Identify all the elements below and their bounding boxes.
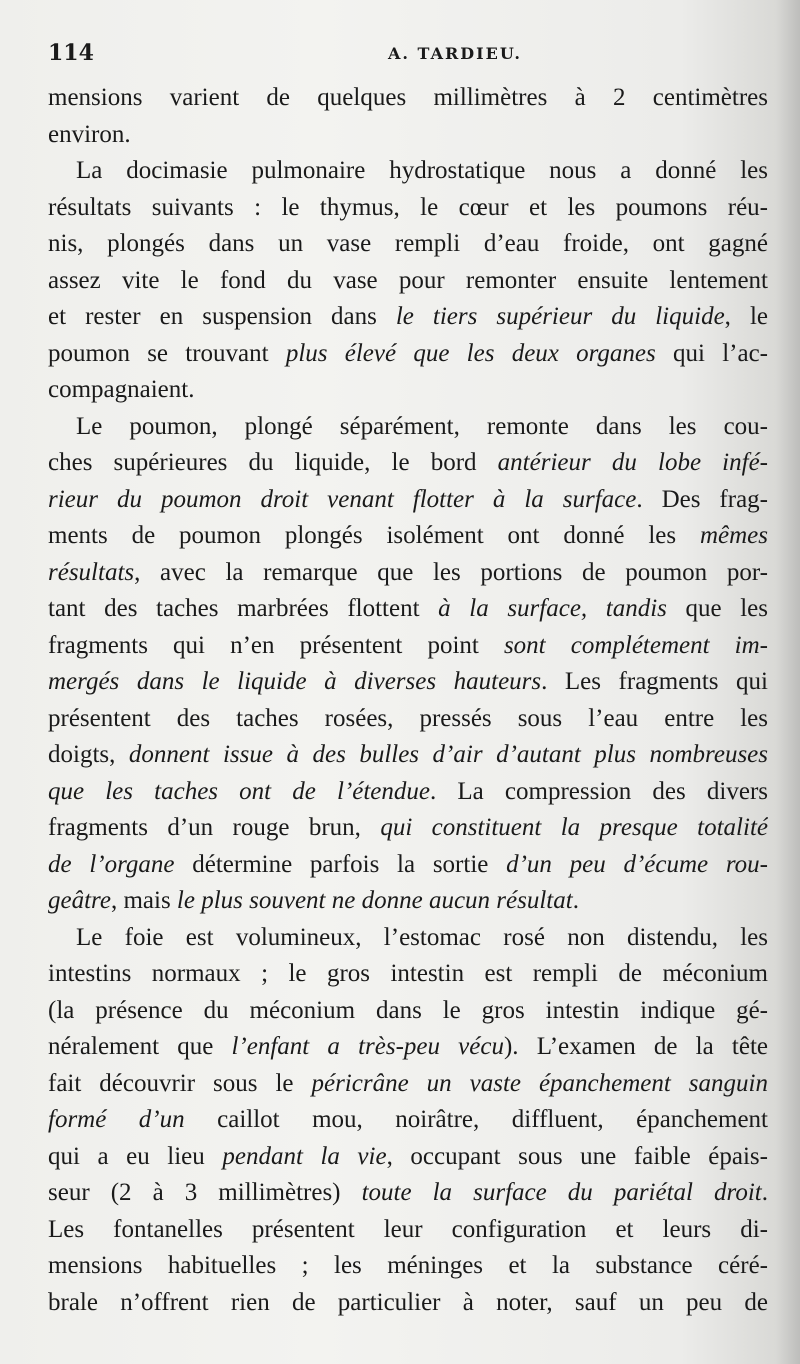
text-segment: Le poumon, plongé séparément, remonte dans les cou- (76, 412, 768, 440)
text-segment: intestins normaux ; le gros intestin est rempli de méconium (48, 960, 768, 987)
italic-text: pendant la vie (222, 1142, 387, 1170)
text-line (48, 372, 768, 409)
text-line (48, 847, 768, 884)
text-segment: . (761, 1179, 768, 1206)
text-line (48, 774, 768, 811)
text-line (48, 628, 768, 665)
text-segment: . (572, 887, 579, 914)
text-line (48, 920, 768, 957)
text-line (48, 1212, 768, 1249)
text-segment: résultats suivants : le thymus, le cœur et les poumons réu- (48, 193, 768, 221)
page-number: 114 (48, 40, 94, 66)
text-line (48, 226, 768, 263)
italic-text: formé d’un (48, 1106, 185, 1133)
body-text (48, 80, 768, 1321)
italic-text: mêmes (699, 522, 768, 549)
text-line (48, 956, 768, 993)
text-segment: , avec la remarque que les portions de poumon por- (134, 558, 768, 586)
text-segment: fragments d’un rouge brun, (48, 814, 381, 841)
text-segment: qui a eu lieu (48, 1142, 223, 1170)
text-segment: ). L’examen de la tête (503, 1033, 768, 1060)
text-line (48, 1248, 768, 1285)
italic-text: antérieur du lobe infé- (497, 449, 768, 476)
text-segment: mensions habituelles ; les méninges et la substance céré- (48, 1252, 768, 1279)
text-line (48, 1066, 768, 1103)
text-segment: tant des taches marbrées flottent (48, 595, 439, 622)
text-line (48, 153, 768, 190)
text-segment: , le (724, 303, 768, 330)
text-segment: assez vite le fond du vase pour remonter ensuite lentement (48, 266, 768, 294)
text-line (48, 445, 768, 482)
italic-text: à la surface, tandis (438, 595, 667, 622)
text-segment: poumon se trouvant (48, 339, 286, 367)
text-segment: doigts, (48, 741, 129, 768)
text-segment: environ. (48, 120, 131, 148)
text-line (48, 810, 768, 847)
text-segment: Le foie est volumineux, l’estomac rosé non distendu, les (76, 923, 768, 951)
running-head: A. TARDIEU. (388, 44, 522, 63)
text-segment: présentent des taches rosées, pressés sous l’eau entre les (48, 704, 768, 732)
text-segment: . Les fragments qui (541, 668, 768, 695)
text-line (48, 591, 768, 628)
text-line (48, 80, 768, 117)
text-segment: . La compression des divers (430, 777, 768, 805)
italic-text: le tiers supérieur du liquide (395, 303, 725, 330)
text-line (48, 409, 768, 446)
text-line (48, 518, 768, 555)
text-segment: , occupant sous une faible épais- (386, 1142, 768, 1170)
italic-text: mergés dans le liquide à diverses hauteurs (48, 668, 542, 695)
italic-text: d’un peu d’écume rou- (506, 850, 768, 878)
italic-text: rieur du poumon droit venant flotter à la surface (48, 485, 637, 513)
italic-text: résultats (48, 558, 135, 586)
italic-text: de l’organe (48, 850, 175, 878)
text-segment: fait découvrir sous le (48, 1069, 312, 1097)
text-line (48, 1285, 768, 1322)
text-segment: et rester en suspension dans (48, 303, 396, 330)
text-line (48, 664, 768, 701)
text-line (48, 190, 768, 227)
italic-text: toute la surface du pariétal droit (361, 1179, 762, 1206)
text-line (48, 883, 768, 920)
italic-text: péricrâne un vaste épanchement sanguin (311, 1069, 768, 1097)
text-segment: (la présence du méconium dans le gros intestin indique gé- (48, 996, 768, 1024)
text-segment: néralement que (48, 1033, 232, 1060)
italic-text: l’enfant a très-peu vécu (231, 1033, 504, 1060)
italic-text: geâtre (48, 887, 111, 914)
text-line (48, 336, 768, 373)
italic-text: donnent issue à des bulles d’air d’autant plus nombreuses (128, 741, 768, 768)
italic-text: plus élevé que les deux organes (285, 339, 656, 367)
text-segment: compagnaient. (48, 376, 195, 403)
text-line (48, 701, 768, 738)
page-header (48, 40, 764, 74)
text-segment: mensions varient de quelques millimètres à 2 centimètres (48, 84, 768, 111)
italic-text: que les taches ont de l’étendue (48, 777, 431, 805)
italic-text: sont complétement im- (503, 631, 768, 659)
text-segment: ches supérieures du liquide, le bord (48, 449, 498, 476)
text-segment: ments de poumon plongés isolément ont donné les (48, 522, 700, 549)
text-segment: Les fontanelles présentent leur configuration et leurs di- (48, 1215, 768, 1243)
text-segment: nis, plongés dans un vase rempli d’eau froide, ont gagné (48, 230, 768, 257)
text-line (48, 737, 768, 774)
italic-text: qui constituent la presque totalité (380, 814, 768, 841)
italic-text: le plus souvent ne donne aucun résultat (176, 887, 573, 914)
text-line (48, 299, 768, 336)
text-line (48, 555, 768, 592)
text-segment: . Des frag- (636, 485, 768, 513)
text-line (48, 1102, 768, 1139)
text-line (48, 1175, 768, 1212)
text-segment: qui l’ac- (655, 339, 768, 367)
text-segment: , mais (110, 887, 177, 914)
text-line (48, 1139, 768, 1176)
text-line (48, 263, 768, 300)
text-line (48, 482, 768, 519)
text-segment: brale n’offrent rien de particulier à noter, sauf un peu de (48, 1288, 768, 1316)
text-segment: seur (2 à 3 millimètres) (48, 1179, 362, 1206)
text-segment: caillot mou, noirâtre, diffluent, épanchement (184, 1106, 768, 1133)
text-segment: fragments qui n’en présentent point (48, 631, 504, 659)
text-line (48, 1029, 768, 1066)
text-line (48, 117, 768, 154)
text-segment: détermine parfois la sortie (174, 850, 507, 878)
text-segment: La docimasie pulmonaire hydrostatique nous a donné les (76, 157, 768, 184)
text-segment: que les (666, 595, 768, 622)
text-line (48, 993, 768, 1030)
